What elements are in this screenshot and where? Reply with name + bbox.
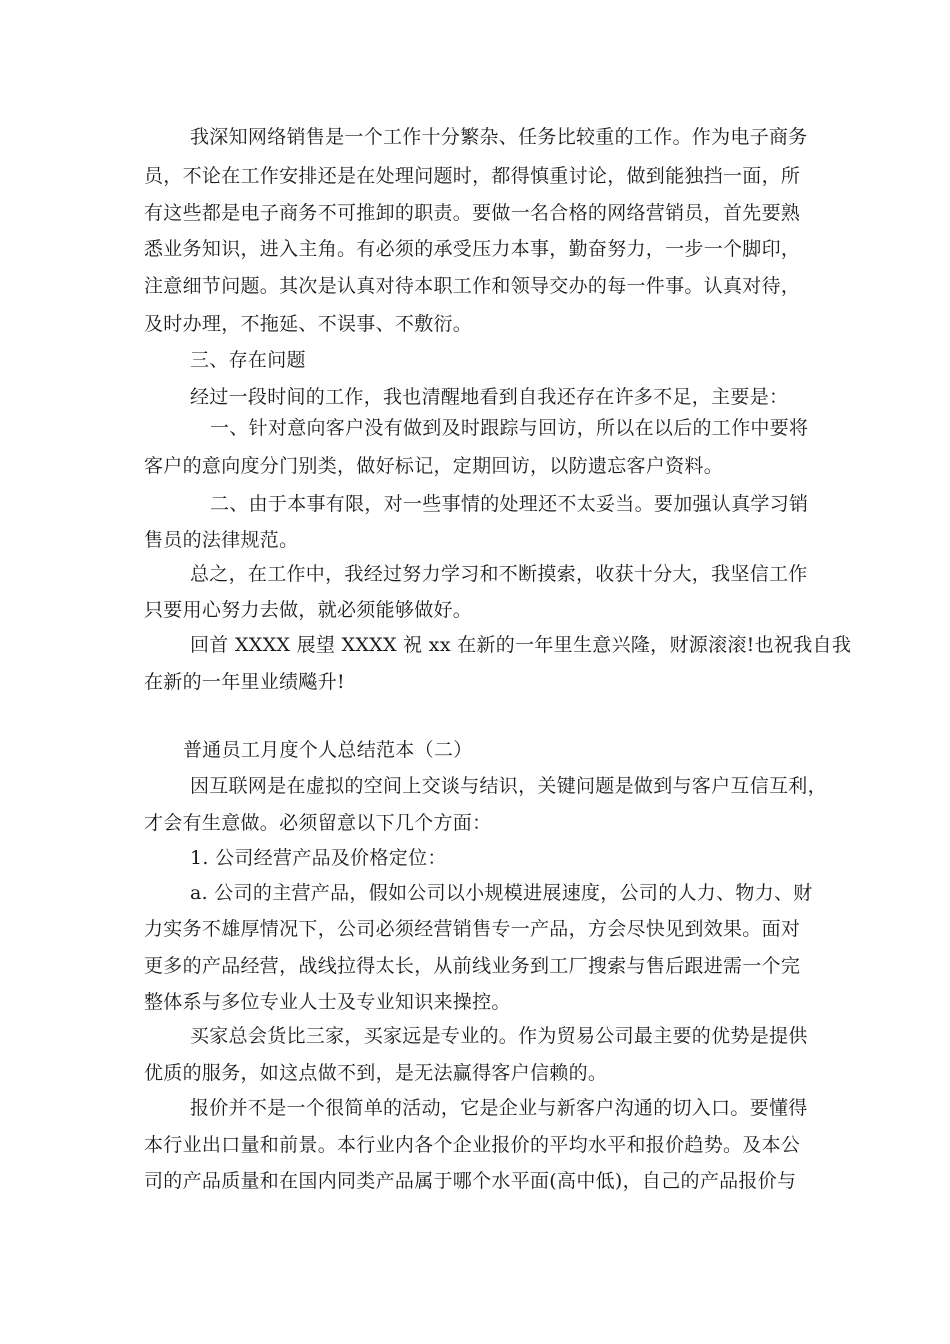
text-line: 才会有生意做。必须留意以下几个方面： [144, 812, 492, 834]
text-line: 悉业务知识，进入主角。有必须的承受压力本事，勤奋努力，一步一个脚印， [144, 238, 801, 260]
text-line: 总之，在工作中，我经过努力学习和不断摸索，收获十分大，我坚信工作 [190, 563, 808, 585]
text-line: 1. 公司经营产品及价格定位： [190, 847, 447, 869]
text-line: 本行业出口量和前景。本行业内各个企业报价的平均水平和报价趋势。及本公 [144, 1134, 801, 1156]
text-line: 一、针对意向客户没有做到及时跟踪与回访，所以在以后的工作中要将 [210, 417, 809, 439]
text-line: 注意细节问题。其次是认真对待本职工作和领导交办的每一件事。认真对待， [144, 275, 801, 297]
text-line: 在新的一年里业绩飚升! [144, 671, 345, 693]
text-line: 经过一段时间的工作，我也清醒地看到自我还存在许多不足，主要是： [190, 386, 789, 408]
text-line: 回首 XXXX 展望 XXXX 祝 xx 在新的一年里生意兴隆，财源滚滚!也祝我自我 [190, 634, 852, 656]
text-line: 更多的产品经营，战线拉得太长，从前线业务到工厂搜索与售后跟进需一个完 [144, 955, 801, 977]
text-line: 力实务不雄厚情况下，公司必须经营销售专一产品，方会尽快见到效果。面对 [144, 918, 801, 940]
text-line: 售员的法律规范。 [144, 529, 299, 551]
text-line: 报价并不是一个很简单的活动，它是企业与新客户沟通的切入口。要懂得 [190, 1097, 808, 1119]
text-line: 有这些都是电子商务不可推卸的职责。要做一名合格的网络营销员，首先要熟 [144, 202, 801, 224]
text-line: 及时办理，不拖延、不误事、不敷衍。 [144, 313, 473, 335]
text-line: 整体系与多位专业人士及专业知识来操控。 [144, 991, 511, 1013]
document-subtitle: 普通员工月度个人总结范本（二） [183, 739, 473, 761]
text-line: 客户的意向度分门别类，做好标记，定期回访，以防遗忘客户资料。 [144, 455, 724, 477]
text-line: 买家总会货比三家，买家远是专业的。作为贸易公司最主要的优势是提供 [190, 1025, 808, 1047]
text-line: 我深知网络销售是一个工作十分繁杂、任务比较重的工作。作为电子商务 [190, 126, 808, 148]
text-line: 只要用心努力去做，就必须能够做好。 [144, 599, 473, 621]
text-line: 司的产品质量和在国内同类产品属于哪个水平面(高中低)，自己的产品报价与 [144, 1170, 797, 1192]
text-line: 因互联网是在虚拟的空间上交谈与结识，关键问题是做到与客户互信互利， [190, 775, 827, 797]
text-line: a. 公司的主营产品，假如公司以小规模进展速度，公司的人力、物力、财 [190, 882, 813, 904]
text-line: 二、由于本事有限，对一些事情的处理还不太妥当。要加强认真学习销 [210, 493, 809, 515]
text-line: 员，不论在工作安排还是在处理问题时，都得慎重讨论，做到能独挡一面，所 [144, 165, 801, 187]
text-line: 优质的服务，如这点做不到，是无法赢得客户信赖的。 [144, 1062, 608, 1084]
section-heading: 三、存在问题 [190, 349, 306, 371]
